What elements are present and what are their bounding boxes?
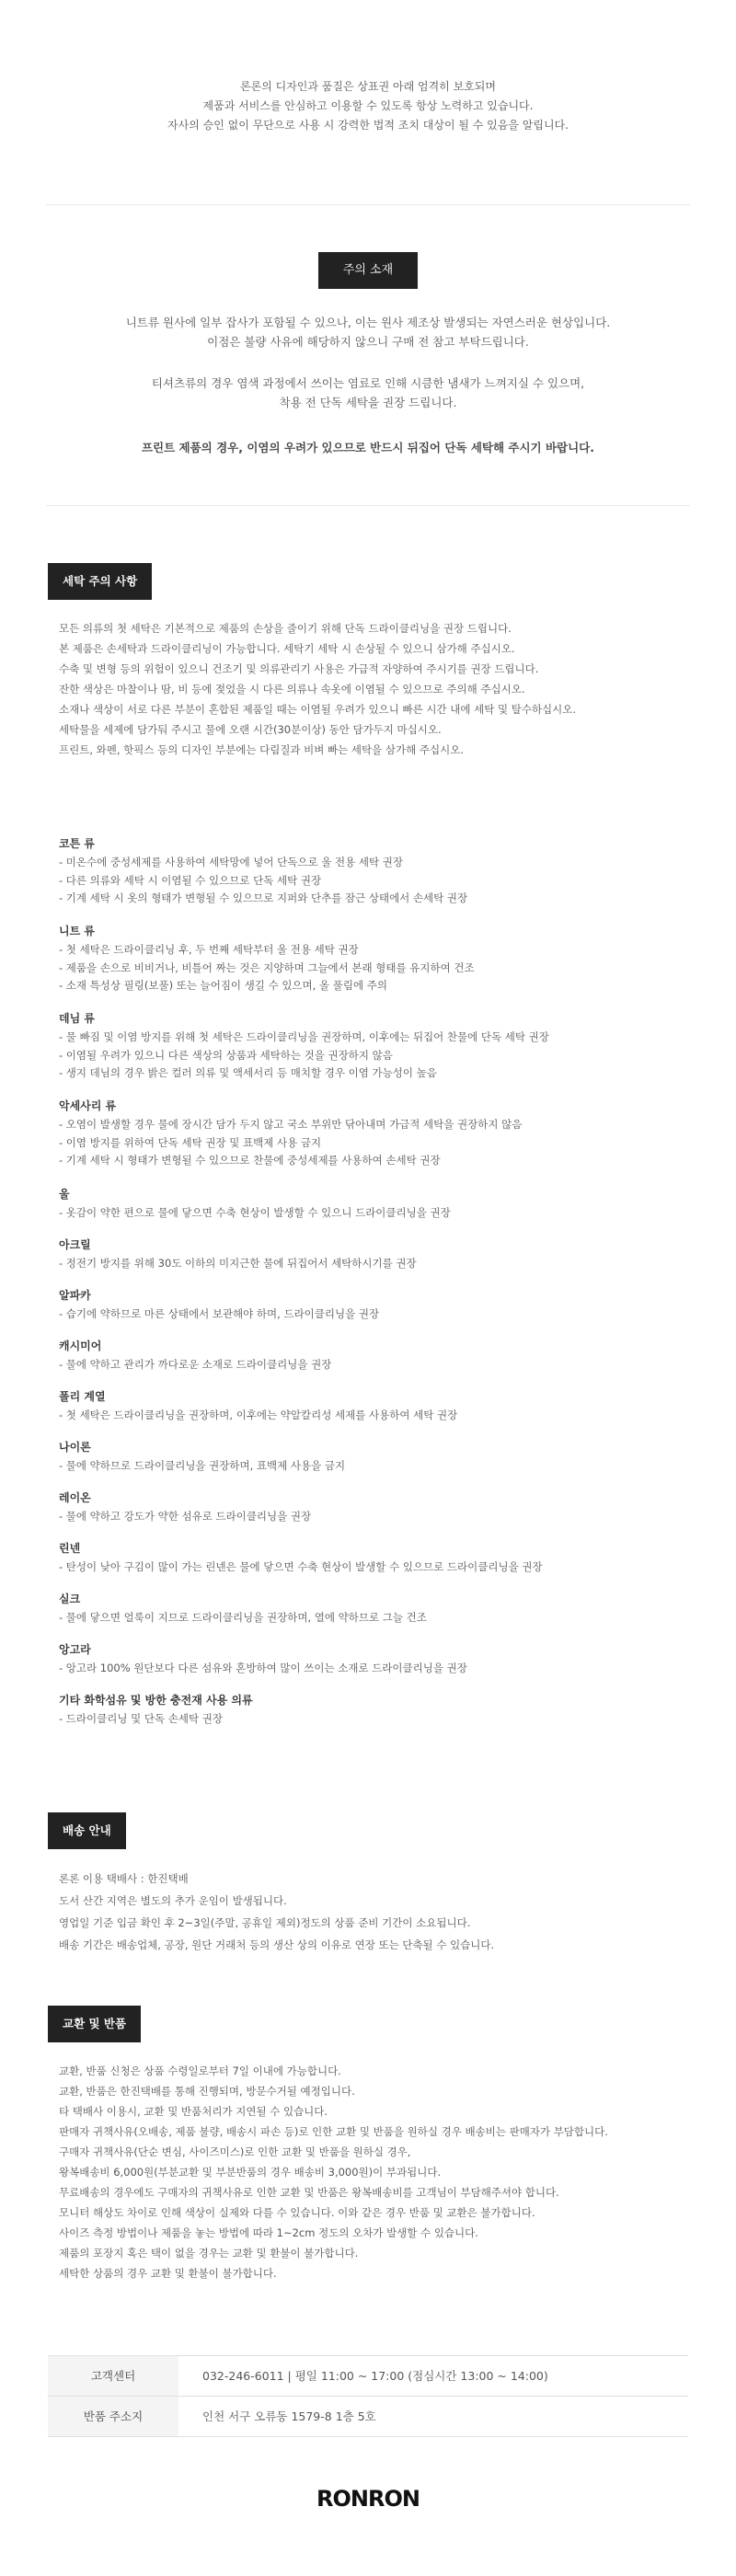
shipping-line: 도서 산간 지역은 별도의 추가 운임이 발생됩니다. bbox=[59, 1894, 287, 1907]
fabric-line: - 이염 방지를 위하여 단독 세탁 권장 및 표백제 사용 금지 bbox=[59, 1135, 322, 1149]
fabric-title: 기타 화학섬유 및 방한 충전재 사용 의류 bbox=[59, 1694, 253, 1707]
fabric-line: - 물 빠짐 및 이염 방지를 위해 첫 세탁은 드라이클리닝을 권장하며, 이후에는 뒤집어 찬물에 단독 세탁 권장 bbox=[59, 1030, 549, 1043]
fabric-line: - 정전기 방지를 위해 30도 이하의 미지근한 물에 뒤집어서 세탁하시기를 권장 bbox=[59, 1257, 417, 1270]
fabric-title: 울 bbox=[59, 1188, 70, 1201]
fabric-poly bbox=[59, 1386, 694, 1425]
notice-line: 티셔츠류의 경우 염색 과정에서 쓰이는 염료로 인해 시큼한 냄새가 느껴지실 수 있으며, bbox=[151, 376, 585, 390]
fabric-title: 알파카 bbox=[59, 1289, 91, 1302]
fabric-wool bbox=[59, 1184, 694, 1223]
fabric-line: - 앙고라 100% 원단보다 다른 섬유와 혼방하여 많이 쓰이는 소재로 드라이클리닝을 권장 bbox=[59, 1662, 467, 1674]
intro-line: 자사의 승인 없이 무단으로 사용 시 강력한 법적 조치 대상이 될 수 있음을 알립니다. bbox=[167, 119, 569, 132]
notice-paragraph bbox=[0, 313, 736, 351]
divider bbox=[46, 505, 690, 506]
returns-line: 타 택배사 이용시, 교환 및 반품처리가 지연될 수 있습니다. bbox=[59, 2105, 328, 2118]
fabric-title: 캐시미어 bbox=[59, 1340, 102, 1352]
returns-line: 모니터 해상도 차이로 인해 색상이 실제와 다를 수 있습니다. 이와 같은 경우 반품 및 교환은 불가합니다. bbox=[59, 2206, 535, 2219]
fabric-line: - 기계 세탁 시 옷의 형태가 변형될 수 있으므로 지퍼와 단추를 잠근 상태에서 손세탁 권장 bbox=[59, 891, 468, 904]
fabric-denim bbox=[59, 1008, 694, 1083]
notice-paragraph bbox=[0, 438, 736, 457]
fabric-title: 코튼 류 bbox=[59, 837, 95, 850]
fabric-cashmere bbox=[59, 1336, 694, 1374]
notice-line: 착용 전 단독 세탁을 권장 드립니다. bbox=[279, 396, 457, 409]
fabric-acrylic bbox=[59, 1235, 694, 1273]
shipping-line: 배송 기간은 배송업체, 공장, 원단 거래처 등의 생산 상의 이유로 연장 또는 단축될 수 있습니다. bbox=[59, 1938, 495, 1951]
fabric-cotton bbox=[59, 834, 694, 908]
contact-row bbox=[48, 2397, 688, 2437]
divider bbox=[46, 204, 690, 205]
fabric-line: - 생지 데님의 경우 밝은 컬러 의류 및 액세서리 등 매치할 경우 이염 가능성이 높음 bbox=[59, 1066, 437, 1079]
wash-line: 잔한 색상은 마찰이나 땀, 비 등에 젖었을 시 다른 의류나 속옷에 이염될 수 있으므로 주의해 주십시오. bbox=[59, 683, 525, 696]
contact-label: 고객센터 bbox=[48, 2356, 178, 2396]
wash-line: 모든 의류의 첫 세탁은 기본적으로 제품의 손상을 줄이기 위해 단독 드라이클리닝을 권장 드립니다. bbox=[59, 622, 512, 635]
fabric-line: - 물에 약하고 강도가 약한 섬유로 드라이클리닝을 권장 bbox=[59, 1510, 312, 1523]
wash-line: 소재나 색상이 서로 다른 부분이 혼합된 제품일 때는 이염될 우려가 있으니 빠른 시간 내에 세탁 및 탈수하십시오. bbox=[59, 703, 577, 716]
fabric-line: - 이염될 우려가 있으니 다른 색상의 상품과 세탁하는 것을 권장하지 않음 bbox=[59, 1048, 393, 1062]
fabric-line: - 소재 특성상 필링(보풀) 또는 늘어짐이 생길 수 있으며, 올 풀림에 주의 bbox=[59, 979, 387, 992]
notice-line: 이점은 불량 사유에 해당하지 않으니 구매 전 참고 부탁드립니다. bbox=[207, 335, 529, 349]
returns-heading: 교환 및 반품 bbox=[48, 2006, 141, 2042]
shipping-heading: 배송 안내 bbox=[48, 1812, 126, 1849]
fabric-line: - 미온수에 중성세제를 사용하여 세탁망에 넣어 단독으로 울 전용 세탁 권장 bbox=[59, 856, 403, 868]
returns-line: 왕복배송비 6,000원(부분교환 및 부분반품의 경우 배송비 3,000원)이 부과됩니다. bbox=[59, 2166, 442, 2179]
fabric-title: 악세사리 류 bbox=[59, 1099, 117, 1112]
fabric-other bbox=[59, 1690, 694, 1729]
fabric-angora bbox=[59, 1639, 694, 1678]
fabric-line: - 드라이클리닝 및 단독 손세탁 권장 bbox=[59, 1712, 223, 1725]
contact-value: 032-246-6011 | 평일 11:00 ~ 17:00 (점심시간 13:00 ~ 14:00) bbox=[202, 2369, 548, 2383]
returns-line: 판매자 귀책사유(오배송, 제품 불량, 배송시 파손 등)로 인한 교환 및 반품을 원하실 경우 배송비는 판매자가 부담합니다. bbox=[59, 2125, 608, 2138]
brand-logo: RONRON bbox=[316, 2486, 420, 2512]
fabric-title: 실크 bbox=[59, 1593, 81, 1605]
fabric-line: - 기계 세탁 시 형태가 변형될 수 있으므로 찬물에 중성세제를 사용하여 손세탁 권장 bbox=[59, 1154, 441, 1167]
returns-line: 구매자 귀책사유(단순 변심, 사이즈미스)로 인한 교환 및 반품을 원하실 경우, bbox=[59, 2145, 411, 2158]
returns-line: 무료배송의 경우에도 구매자의 귀책사유로 인한 교환 및 반품은 왕복배송비를 고객님이 부담해주셔야 합니다. bbox=[59, 2186, 559, 2199]
wash-heading: 세탁 주의 사항 bbox=[48, 563, 152, 600]
wash-line: 수축 및 변형 등의 위험이 있으니 건조기 및 의류관리기 사용은 가급적 자양하여 주시기를 권장 드립니다. bbox=[59, 662, 539, 675]
wash-line: 세탁물을 세제에 담가둬 주시고 물에 오랜 시간(30분이상) 동안 담가두지 마십시오. bbox=[59, 723, 442, 736]
wash-line: 본 제품은 손세탁과 드라이클리닝이 가능합니다. 세탁기 세탁 시 손상될 수 있으니 삼가해 주십시오. bbox=[59, 642, 515, 655]
fabric-accessory bbox=[59, 1096, 694, 1170]
contact-value: 인천 서구 오류동 1579-8 1층 5호 bbox=[202, 2409, 376, 2423]
wash-general bbox=[59, 618, 694, 760]
fabric-line: - 제품을 손으로 비비거나, 비틀어 짜는 것은 지양하며 그늘에서 본래 형태를 유지하여 건조 bbox=[59, 960, 475, 974]
notice-line: 프린트 제품의 경우, 이염의 우려가 있으므로 반드시 뒤집어 단독 세탁해 주시기 바랍니다. bbox=[141, 441, 595, 454]
fabric-line: - 첫 세탁은 드라이클리닝을 권장하며, 이후에는 약알칼리성 세제를 사용하여 세탁 권장 bbox=[59, 1409, 458, 1421]
contact-row bbox=[48, 2356, 688, 2397]
trademark-intro bbox=[0, 77, 736, 135]
fabric-linen bbox=[59, 1538, 694, 1577]
fabric-knit bbox=[59, 921, 694, 995]
fabric-line: - 물에 닿으면 얼룩이 지므로 드라이클리닝을 권장하며, 열에 약하므로 그늘 건조 bbox=[59, 1611, 427, 1624]
fabric-line: - 다른 의류와 세탁 시 이염될 수 있으므로 단독 세탁 권장 bbox=[59, 873, 322, 887]
fabric-title: 린넨 bbox=[59, 1542, 81, 1555]
fabric-title: 데님 류 bbox=[59, 1012, 95, 1025]
fabric-line: - 옷감이 약한 편으로 물에 닿으면 수축 현상이 발생할 수 있으니 드라이클리닝을 권장 bbox=[59, 1206, 451, 1219]
fabric-line: - 탄성이 낮아 구김이 많이 가는 린넨은 물에 닿으면 수축 현상이 발생할 수 있으므로 드라이클리닝을 권장 bbox=[59, 1560, 543, 1573]
fabric-line: - 물에 약하고 관리가 까다로운 소재로 드라이클리닝을 권장 bbox=[59, 1358, 332, 1371]
shipping-info bbox=[59, 1868, 694, 1956]
notice-heading: 주의 소재 bbox=[318, 252, 418, 289]
fabric-title: 폴리 계열 bbox=[59, 1390, 106, 1403]
fabric-silk bbox=[59, 1589, 694, 1627]
intro-line: 론론의 디자인과 품질은 상표권 아래 엄격히 보호되며 bbox=[240, 80, 496, 93]
fabric-title: 레이온 bbox=[59, 1491, 91, 1504]
fabric-title: 앙고라 bbox=[59, 1643, 91, 1656]
returns-info bbox=[59, 2061, 694, 2283]
shipping-line: 영업일 기준 입금 확인 후 2~3일(주말, 공휴일 제외)정도의 상품 준비 기간이 소요됩니다. bbox=[59, 1916, 471, 1929]
notice-paragraph bbox=[0, 374, 736, 412]
returns-line: 사이즈 측정 방법이나 제품을 놓는 방법에 따라 1~2cm 정도의 오차가 발생할 수 있습니다. bbox=[59, 2226, 478, 2239]
fabric-line: - 물에 약하므로 드라이클리닝을 권장하며, 표백제 사용을 금지 bbox=[59, 1459, 346, 1472]
fabric-rayon bbox=[59, 1488, 694, 1526]
fabric-title: 아크릴 bbox=[59, 1238, 91, 1251]
fabric-line: - 첫 세탁은 드라이클리닝 후, 두 번째 세탁부터 울 전용 세탁 권장 bbox=[59, 943, 359, 956]
fabric-line: - 오염이 발생할 경우 물에 장시간 담가 두지 않고 국소 부위만 닦아내며 가급적 세탁을 권장하지 않음 bbox=[59, 1118, 523, 1131]
fabric-nylon bbox=[59, 1437, 694, 1476]
fabric-title: 니트 류 bbox=[59, 925, 95, 937]
wash-line: 프린트, 와펜, 핫픽스 등의 디자인 부분에는 다림질과 비벼 빠는 세탁을 삼가해 주십시오. bbox=[59, 743, 464, 756]
fabric-line: - 습기에 약하므로 마른 상태에서 보관해야 하며, 드라이클리닝을 권장 bbox=[59, 1307, 380, 1320]
returns-line: 제품의 포장지 혹은 택이 없을 경우는 교환 및 환불이 불가합니다. bbox=[59, 2247, 359, 2260]
returns-line: 교환, 반품 신청은 상품 수령일로부터 7일 이내에 가능합니다. bbox=[59, 2064, 341, 2077]
returns-line: 세탁한 상품의 경우 교환 및 환불이 불가합니다. bbox=[59, 2267, 277, 2280]
intro-line: 제품과 서비스를 안심하고 이용할 수 있도록 항상 노력하고 있습니다. bbox=[202, 99, 534, 112]
contact-label: 반품 주소지 bbox=[48, 2397, 178, 2436]
notice-line: 니트류 원사에 일부 잡사가 포함될 수 있으나, 이는 원사 제조상 발생되는 자연스러운 현상입니다. bbox=[125, 316, 611, 329]
fabric-title: 나이론 bbox=[59, 1441, 91, 1454]
shipping-line: 론론 이용 택배사 : 한진택배 bbox=[59, 1872, 189, 1885]
contact-table bbox=[48, 2355, 688, 2437]
returns-line: 교환, 반품은 한진택배를 통해 진행되며, 방문수거될 예정입니다. bbox=[59, 2085, 355, 2098]
fabric-alpaca bbox=[59, 1285, 694, 1324]
